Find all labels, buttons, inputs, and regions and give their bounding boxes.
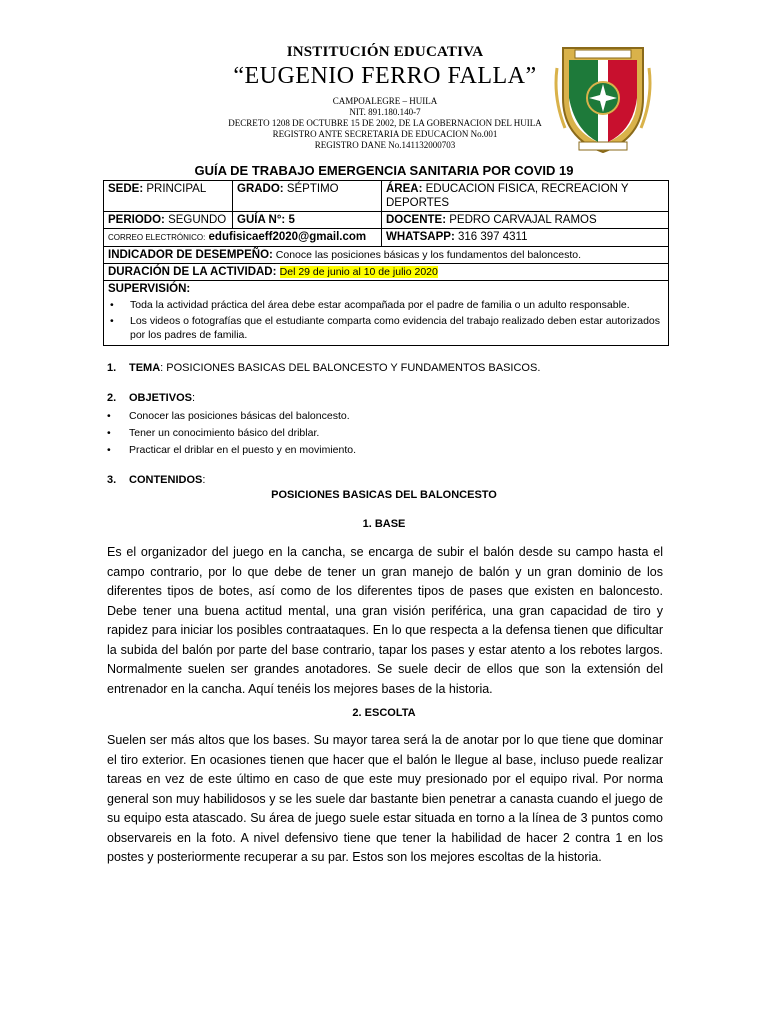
contenidos-title: POSICIONES BASICAS DEL BALONCESTO xyxy=(271,489,497,501)
objetivos-list xyxy=(107,408,356,459)
correo-cell xyxy=(104,229,382,247)
periodo-value: SEGUNDO xyxy=(164,214,227,226)
guia-label: GUÍA N°: 5 xyxy=(237,214,295,226)
docente-value: PEDRO CARVAJAL RAMOS xyxy=(446,214,597,226)
supervision-label: SUPERVISIÓN: xyxy=(108,283,191,295)
list-item: • Conocer las posiciones básicas del baloncesto. xyxy=(107,408,356,425)
registry-line: REGISTRO ANTE SECRETARIA DE EDUCACION No.001 xyxy=(272,129,498,139)
sede-value: PRINCIPAL xyxy=(143,183,207,195)
docente-cell xyxy=(382,212,669,229)
contenidos-label: CONTENIDOS xyxy=(129,474,203,486)
document-header xyxy=(190,44,580,151)
grado-cell xyxy=(233,181,382,212)
whatsapp-value: 316 397 4311 xyxy=(454,231,528,243)
grado-label: GRADO: xyxy=(237,183,284,195)
institution-name: “EUGENIO FERRO FALLA” xyxy=(233,63,537,89)
info-table xyxy=(103,180,669,346)
escolta-paragraph: Suelen ser más altos que los bases. Su mayor tarea será la de anotar por lo que tiene que dominar el tiro exterior. En ocasiones tienen que hacer que el balón le llegue al base, incluso puede realizar tareas en vez de este último en caso de que este muy presionado por el equipo rival. Por norma general son muy habilidosos y se les suele dar bastante bien penetrar a canasta cuando el juego de su equipo esta atascado. Su área de juego suele estar situada en torno a la línea de 3 puntos como observareis en la foto. A nivel defensivo tiene que tener la habilidad de hacer 2 contra 1 en los postes y posteriormente recuperar a su par. Estos son los mejores escoltas de la historia. xyxy=(107,733,663,864)
objetivos-section xyxy=(107,392,356,459)
table-row xyxy=(104,247,669,264)
nit-line: NIT. 891.180.140-7 xyxy=(349,107,421,117)
indicador-cell xyxy=(104,247,669,264)
objetivos-number: 2. xyxy=(107,392,117,404)
contenidos-section xyxy=(107,474,205,486)
decree-line: DECRETO 1208 DE OCTUBRE 15 DE 2002, DE LA GOBERNACION DEL HUILA xyxy=(228,118,542,128)
supervision-list xyxy=(108,298,664,342)
correo-value[interactable]: edufisicaeff2020@gmail.com xyxy=(205,231,367,243)
table-row xyxy=(104,181,669,212)
duracion-label: DURACIÓN DE LA ACTIVIDAD: xyxy=(108,266,277,278)
indicador-value: Conoce las posiciones básicas y los fundamentos del baloncesto. xyxy=(272,249,582,261)
table-row xyxy=(104,229,669,247)
institution-line: INSTITUCIÓN EDUCATIVA xyxy=(286,44,484,60)
tema-label: TEMA xyxy=(129,362,161,374)
duracion-cell xyxy=(104,264,669,281)
periodo-label: PERIODO: xyxy=(108,214,165,226)
indicador-label: INDICADOR DE DESEMPEÑO: xyxy=(108,249,273,261)
table-row xyxy=(104,281,669,346)
guide-title: GUÍA DE TRABAJO EMERGENCIA SANITARIA POR COVID 19 xyxy=(194,163,574,178)
sede-label: SEDE: xyxy=(108,183,144,195)
base-paragraph: Es el organizador del juego en la cancha, se encarga de subir el balón desde su campo hasta el campo contrario, por lo que debe de tener un gran manejo de balón y un gran dominio de los diferentes tipos de botes, así como de los diferentes tipos de pases que existen en baloncesto. Debe tener una buena actitud mental, una gran visión periférica, una gran capacidad de tiro y rapidez para iniciar los posibles contraataques. En lo que respecta a la defensa tienen que dificultar la subida del balón por parte del base contrario, tapar los pases y estar atento a los rebotes largos. Normalmente suelen ser grandes anotadores. Se suele decir de ellos que son la extensión del entrenador en la cancha. Aquí tenéis los mejores bases de la historia. xyxy=(107,545,663,696)
list-item: • Tener un conocimiento básico del driblar. xyxy=(107,425,356,442)
city-line: CAMPOALEGRE – HUILA xyxy=(332,96,438,106)
base-heading: 1. BASE xyxy=(362,518,406,530)
objetivos-label: OBJETIVOS xyxy=(129,392,192,404)
list-item: • Toda la actividad práctica del área debe estar acompañada por el padre de familia o un adulto responsable. xyxy=(108,298,664,312)
sede-cell xyxy=(104,181,233,212)
list-item: • Practicar el driblar en el puesto y en movimiento. xyxy=(107,442,356,459)
contenidos-colon: : xyxy=(202,474,206,486)
escolta-heading: 2. ESCOLTA xyxy=(352,707,416,719)
tema-number: 1. xyxy=(107,362,117,374)
whatsapp-label: WHATSAPP: xyxy=(386,231,455,243)
tema-value: : POSICIONES BASICAS DEL BALONCESTO Y FUNDAMENTOS BASICOS. xyxy=(160,362,541,374)
area-label: ÁREA: xyxy=(386,183,423,195)
school-crest-icon xyxy=(553,38,653,156)
table-row xyxy=(104,212,669,229)
list-item: • Los videos o fotografías que el estudiante comparta como evidencia del trabajo realizado deben estar autorizados por los padres de familia. xyxy=(108,314,664,342)
whatsapp-cell xyxy=(382,229,669,247)
supervision-cell xyxy=(104,281,669,346)
contenidos-number: 3. xyxy=(107,474,117,486)
area-value: EDUCACION FISICA, RECREACION Y DEPORTES xyxy=(386,183,629,209)
area-cell xyxy=(382,181,669,212)
correo-label: CORREO ELECTRÓNICO: xyxy=(108,233,206,242)
guia-cell xyxy=(233,212,382,229)
dane-line: REGISTRO DANE No.141132000703 xyxy=(314,140,456,150)
grado-value: SÉPTIMO xyxy=(283,183,339,195)
tema-section xyxy=(107,362,540,374)
periodo-cell xyxy=(104,212,233,229)
objetivos-colon: : xyxy=(191,392,196,404)
duracion-value: Del 29 de junio al 10 de julio 2020 xyxy=(279,266,438,278)
docente-label: DOCENTE: xyxy=(386,214,447,226)
table-row xyxy=(104,264,669,281)
